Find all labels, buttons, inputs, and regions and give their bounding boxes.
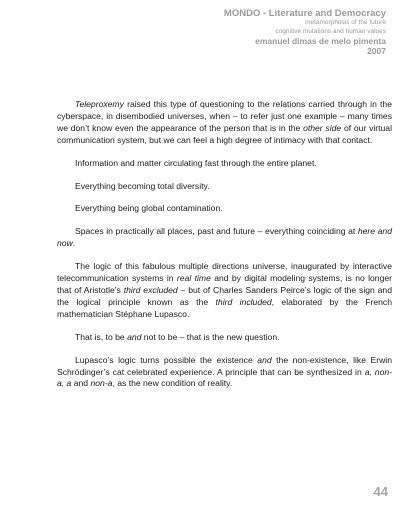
- book-subtitle-1: metamorphosis of the future: [305, 19, 386, 26]
- text-run: Lupasco’s logic turns possible the existence: [75, 354, 258, 365]
- italic-text: other side: [303, 122, 342, 133]
- paragraph-question: [57, 332, 392, 344]
- text-run: the non-existence, like Erwin Schrödinger’s cat celebrated experience. A principle that can be synthesized in: [57, 354, 392, 377]
- italic-text: and: [127, 331, 142, 342]
- italic-text: third included: [215, 296, 272, 307]
- paragraph-teleproxemy: [57, 99, 392, 147]
- text-run: , elaborated by the French mathematician Stéphane Lupasco.: [57, 296, 392, 319]
- paragraph-logic: [57, 261, 392, 321]
- paragraph-spaces: [57, 226, 392, 250]
- text-run: The logic of this fabulous multiple directions universe, inaugurated by interactive telecommunication systems in: [57, 261, 392, 284]
- text-run: and: [71, 378, 91, 389]
- italic-text: a, non-a, a: [57, 366, 392, 389]
- text-run: and by digital modeling systems, is no longer that of Aristotle’s: [57, 273, 392, 295]
- paragraph-information: Information and matter circulating fast through the entire planet.: [75, 157, 317, 168]
- text-run: not to be – that is the new question.: [141, 331, 280, 342]
- paragraph-lupasco: [57, 355, 392, 391]
- text-run: of our virtual communication system, but we can feel a high degree of intimacy with that contact.: [57, 122, 392, 145]
- paragraph-diversity: Everything becoming total diversity.: [75, 180, 210, 191]
- text-run: .: [72, 238, 76, 249]
- italic-text: and: [257, 354, 272, 365]
- italic-text: Teleproxemy: [75, 99, 124, 109]
- italic-text: non-a: [90, 378, 113, 389]
- italic-text: third excluded: [123, 284, 178, 295]
- text-run: That is, to be: [75, 331, 128, 342]
- paragraph-contamination: Everything being global contamination.: [75, 203, 223, 214]
- author-name: emanuel dimas de melo pimenta: [255, 36, 386, 46]
- book-title: MONDO - Literature and Democracy: [223, 8, 386, 19]
- text-run: Spaces in practically all places, past and future – everything coinciding at: [75, 226, 358, 237]
- text-run: raised this type of questioning to the relations carried through in the cyberspace, in disembodied universes, when – to refer just one example – many times we don’t know even the appearance of the person that is in the: [57, 99, 392, 133]
- text-run: , as the new condition of reality.: [112, 378, 233, 389]
- italic-text: here and now: [57, 226, 392, 249]
- page-number: 44: [373, 484, 388, 499]
- book-subtitle-2: cognitive mutations and human values: [275, 27, 386, 35]
- running-header: [224, 8, 386, 56]
- publication-year: 2007: [367, 46, 386, 56]
- italic-text: real time: [176, 273, 211, 284]
- text-run: – but of Charles Sanders Peirce’s logic of the sign and the logical principle known as the: [57, 284, 392, 307]
- page-body: [57, 99, 392, 401]
